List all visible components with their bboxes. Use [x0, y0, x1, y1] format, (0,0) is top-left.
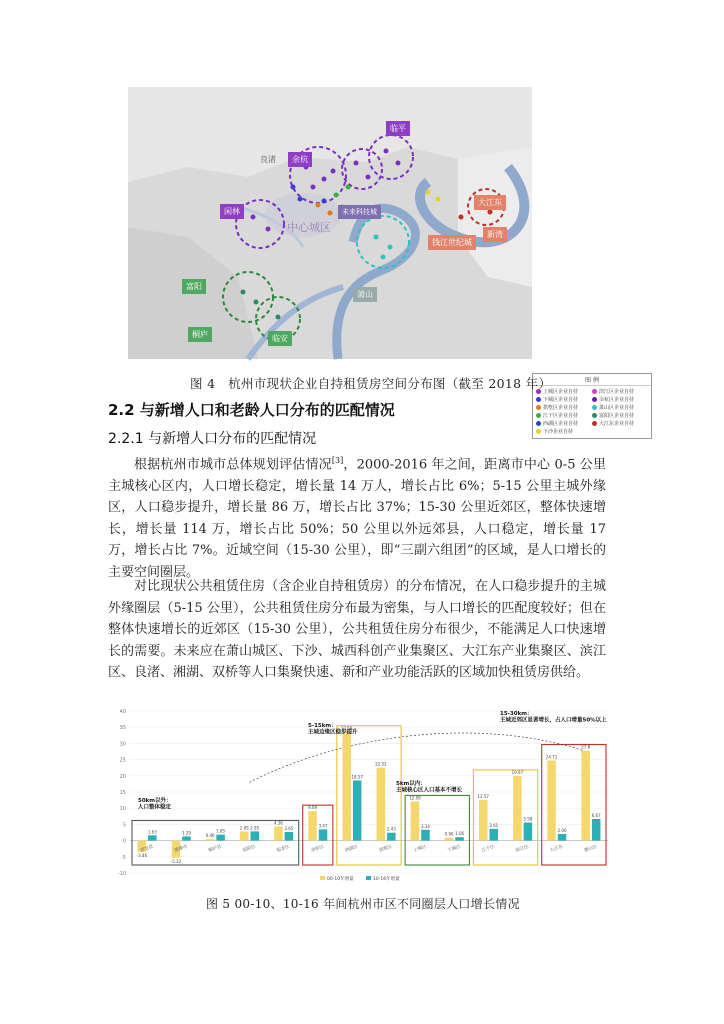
map-label-linping: 临平 [386, 121, 410, 136]
category-label: 滨江区 [515, 844, 530, 854]
data-label: 9.09 [308, 805, 317, 811]
paragraph-1 [108, 450, 606, 583]
category-label: 萧山区 [583, 844, 598, 854]
map-label-fuyang: 富阳 [182, 279, 206, 294]
group-frame [132, 820, 299, 865]
data-label: 5.58 [523, 816, 533, 822]
figure4-caption: 图 4 杭州市现状企业自持租赁房空间分布图（截至 2018 年） [190, 376, 552, 391]
bar-series2 [387, 833, 396, 841]
y-tick-label: 30 [119, 741, 126, 748]
section-heading: 2.2 与新增人口和老龄人口分布的匹配情况 [108, 401, 395, 419]
legend-swatch [536, 413, 541, 418]
category-label: 淳安县 [139, 844, 155, 854]
bar-series2 [421, 830, 430, 841]
bar-series2 [148, 835, 157, 840]
bar-series1 [274, 826, 283, 840]
data-label: 19.97 [511, 769, 524, 775]
legend-title: 图 例 [533, 374, 651, 386]
data-label: 3.47 [318, 823, 328, 829]
y-tick-label: 0 [122, 838, 126, 845]
chart-svg [108, 705, 618, 885]
legend-swatch [536, 421, 541, 426]
data-label: 4.36 [273, 820, 283, 826]
annotation [138, 796, 172, 811]
map-label-yuhang: 余杭 [288, 152, 312, 167]
map-label-center: 中心城区 [287, 221, 331, 234]
y-tick-label: 25 [119, 757, 126, 764]
legend-label: 下城区企业自持 [543, 397, 579, 403]
bar-series2 [319, 829, 328, 840]
legend-swatch [592, 397, 597, 402]
figure5-caption: 图 5 00-10、10-16 年间杭州市区不同圈层人口增长情况 [206, 897, 520, 911]
map-label-liangzhu: 良渚 [260, 155, 276, 164]
legend-label: 江干区企业自持 [543, 413, 579, 419]
bar-series2 [592, 819, 601, 841]
population-growth-chart [108, 705, 618, 885]
citation-ref[interactable]: [3] [331, 456, 344, 465]
annotation-line: 主城边缘区稳步提升 [308, 729, 358, 736]
trend-curve [250, 733, 591, 782]
data-label: 12.09 [409, 795, 421, 801]
data-label: 24.71 [545, 754, 558, 760]
legend-label: 大江东企业自持 [599, 421, 635, 427]
category-label: 上城区 [412, 844, 428, 854]
legend-item [592, 388, 648, 395]
legend-label: 滨江区企业自持 [599, 389, 635, 395]
annotation-line: 主城近郊区显著增长，占人口增量50%以上 [500, 717, 607, 724]
map-label-xinwan: 新湾 [483, 227, 507, 242]
category-label: 临安区 [276, 844, 291, 854]
y-tick-label: 20 [119, 773, 126, 780]
legend-swatch [592, 421, 597, 426]
annotation-line: 15-30km： [500, 711, 533, 717]
legend-label: 西湖区企业自持 [543, 421, 579, 427]
bar-series1 [581, 751, 590, 841]
legend-swatch [592, 405, 597, 410]
legend-label: 余杭区企业自持 [599, 397, 635, 403]
legend-item [592, 412, 648, 419]
para1-text-a: 根据杭州市城市总体规划评估情况 [134, 457, 332, 473]
category-label: 下城区 [446, 844, 462, 854]
map-label-tonglu: 桐庐 [188, 327, 212, 342]
data-label: 18.57 [351, 774, 363, 780]
legend-item [592, 396, 648, 403]
data-label: 1.06 [455, 831, 465, 837]
legend-item [536, 404, 592, 411]
bar-series1 [411, 801, 420, 840]
bar-series2 [524, 823, 533, 841]
group-frame [303, 805, 333, 865]
data-label: 12.57 [477, 793, 489, 799]
data-label: 1.63 [147, 829, 157, 835]
category-label: 大江东 [549, 844, 564, 854]
data-label: 22.52 [375, 761, 387, 767]
data-label: 33.59 [340, 725, 353, 731]
annotation [500, 711, 607, 725]
legend-swatch [536, 405, 541, 410]
bar-series1 [513, 776, 522, 841]
bar-series1 [479, 800, 488, 841]
bar-series2 [251, 831, 260, 840]
data-label: 0.96 [444, 831, 454, 837]
map-label-weilai: 未来科技城 [338, 205, 381, 219]
legend-label: 萧山区企业自持 [599, 405, 635, 411]
chart-legend-label: 10-16年增量 [373, 877, 400, 882]
bar-series1 [342, 732, 351, 841]
legend-item [592, 420, 648, 427]
bar-series2 [353, 780, 362, 840]
map-label-linan: 临安 [268, 331, 292, 346]
annotation-line: 5-15km： [308, 723, 337, 729]
data-label: 2.85 [239, 825, 249, 831]
para1-text-b: ，2000-2016 年之间，距离市中心 0-5 公里主城核心区内，人口增长稳定，增长量 14 万人，增长占比 6%；5-15 公里主城外缘区，人口稳步提升，增长量 86 万，增长占比 37%；15-30 公里近郊区，整体快速增长，增长量 114 万，增长占比 50%；50 公里以外远郊县，人口稳定，增长量 17 万，增长占比 7%。近域空间（15-30 公里），即“三副六组团”的区域，是人口增长的主要空间圈层。 [108, 457, 606, 580]
annotation [396, 779, 463, 794]
map-label-dajiangdong: 大江东 [474, 195, 506, 210]
bar-series2 [490, 829, 499, 841]
data-label: 2.43 [386, 826, 396, 832]
subsection-heading: 2.2.1 与新增人口分布的匹配情况 [108, 431, 317, 447]
y-tick-label: 15 [119, 790, 126, 796]
data-label: 3.34 [421, 823, 430, 829]
subsection-title [108, 428, 316, 448]
y-tick-label: -10 [117, 871, 126, 877]
chart-legend-swatch [366, 876, 371, 880]
bar-series1 [445, 837, 454, 840]
category-label: 建德市 [173, 844, 189, 854]
data-label: 27.8 [581, 744, 591, 750]
category-label: 江干区 [481, 844, 496, 854]
chart-legend-label: 00-10年增量 [327, 877, 354, 882]
category-label: 余杭区 [310, 844, 325, 854]
data-label: 2.06 [557, 827, 567, 833]
bar-series1 [377, 768, 386, 841]
y-tick-label: 10 [119, 806, 126, 813]
legend-item [536, 412, 592, 419]
legend-swatch [592, 389, 597, 394]
data-label: -5.32 [170, 858, 182, 864]
data-label: 6.67 [591, 812, 601, 818]
map-label-xiaoshan: 萧山 [353, 287, 377, 302]
annotation-line: 人口整体稳定 [138, 804, 172, 811]
legend-item [592, 404, 648, 411]
paragraph-2 [108, 576, 606, 684]
y-tick-label: 40 [119, 709, 126, 715]
data-label: 3.61 [489, 822, 499, 828]
legend-item [536, 420, 592, 427]
data-label: 2.65 [284, 826, 294, 832]
legend-swatch [536, 397, 541, 402]
legend-item [536, 396, 592, 403]
legend-grid [533, 386, 651, 437]
legend-swatch [536, 429, 541, 434]
annotation-line: 50km以外： [138, 798, 172, 804]
para2-text: 对比现状公共租赁住房（含企业自持租赁房）的分布情况，在人口稳步提升的主城外缘圈层（5-15 公里），公共租赁住房分布最为密集，与人口增长的匹配度较好；但在整体快速增长的近郊区（15-30 公里），公共租赁住房分布很少，不能满足人口快速增长的需要。未来应在萧山城区、下沙、城西科创产业集聚区、大江东产业集聚区、滨江区、良渚、湘湖、双桥等人口集聚快速、新和产业功能活跃的区域加快租赁房供给。 [108, 579, 606, 680]
bar-series2 [182, 836, 191, 840]
data-label: -3.46 [136, 852, 148, 858]
data-label: 2.85 [250, 825, 260, 831]
category-label: 西湖区 [344, 844, 359, 854]
legend-label: 上城区企业自持 [543, 389, 579, 395]
map-label-qianjiang: 钱江世纪城 [428, 235, 476, 250]
bar-series1 [547, 761, 556, 841]
legend-label: 富阳区企业自持 [599, 413, 635, 419]
bar-series2 [285, 832, 294, 841]
y-tick-label: 35 [119, 725, 126, 732]
bar-series1 [240, 831, 249, 840]
annotation-line: 主城核心区人口基本不增长 [396, 787, 463, 794]
y-tick-label: -5 [121, 854, 126, 861]
bar-series2 [558, 834, 567, 841]
annotation-line: 5km以内： [396, 781, 426, 787]
bar-series1 [308, 811, 317, 840]
map-label-xianlin: 闲林 [220, 204, 244, 219]
data-label: 1.29 [182, 830, 191, 836]
category-label: 桐庐县 [207, 844, 223, 854]
bar-series2 [216, 835, 225, 841]
data-label: 0.46 [205, 833, 215, 839]
category-label: 拱墅区 [378, 844, 394, 854]
y-tick-label: 5 [122, 822, 126, 829]
section-title [108, 399, 395, 420]
data-label: 1.85 [216, 828, 226, 834]
legend-item [536, 428, 592, 435]
category-label: 富阳区 [242, 844, 257, 854]
bar-series1 [206, 839, 215, 840]
legend-label: 拱墅区企业自持 [543, 405, 579, 411]
legend-label: 下沙企业自持 [543, 429, 574, 435]
bar-series2 [455, 837, 464, 840]
legend-swatch [592, 413, 597, 418]
chart-legend-swatch [320, 876, 325, 880]
